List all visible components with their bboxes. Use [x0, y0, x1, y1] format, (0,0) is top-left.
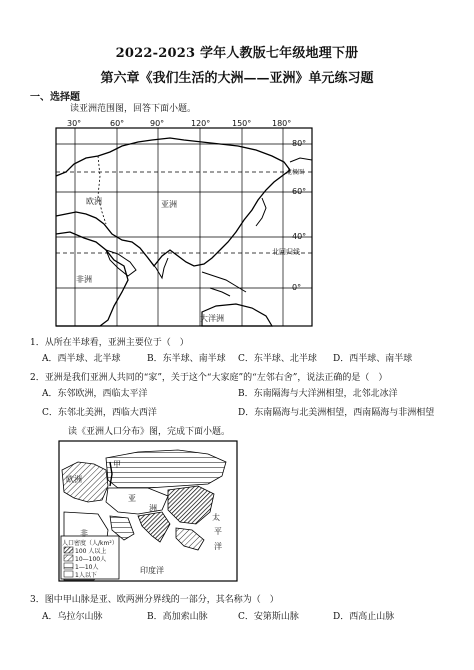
arctic-circle-label: 北极圈 — [286, 169, 305, 176]
label-tai: 太 — [212, 513, 220, 522]
north-asia-region — [106, 450, 226, 488]
legend-item-3: 1—10人 — [75, 564, 99, 571]
q3-stem: 3．图中甲山脉是亚、欧两洲分界线的一部分，其名称为（ ） — [30, 595, 279, 605]
q3-option-c[interactable]: C．安第斯山脉 — [238, 612, 299, 622]
lon-label-180: 180° — [272, 119, 292, 128]
map1-intro: 读亚洲范围图，回答下面小题。 — [70, 104, 197, 114]
legend-swatch-empty — [64, 571, 73, 577]
q3-option-a[interactable]: A．乌拉尔山脉 — [42, 612, 103, 622]
q2-option-c[interactable]: C．东邻北美洲，西临大西洋 — [42, 408, 157, 418]
label-yang: 洋 — [214, 542, 222, 551]
q1-option-d[interactable]: D．西半球、南半球 — [333, 354, 413, 364]
lon-label-150: 150° — [232, 119, 252, 128]
q2-stem: 2．亚洲是我们亚洲人共同的“家”，关于这个“大家庭”的“左邻右舍”，说法正确的是（ ） — [30, 373, 388, 383]
label-africa: 非洲 — [76, 275, 92, 284]
label-europe: 欧洲 — [86, 197, 102, 206]
q1-option-c[interactable]: C．东半球、北半球 — [238, 354, 317, 364]
label-asia-ya: 亚 — [128, 494, 136, 503]
map2-intro: 读《亚洲人口分布》图，完成下面小题。 — [68, 427, 231, 437]
legend-item-2: 10—100人 — [75, 556, 107, 563]
label-asia: 亚洲 — [161, 200, 177, 209]
lon-label-120: 120° — [191, 119, 211, 128]
lon-label-30: 30° — [67, 119, 82, 128]
label-europe-2: 欧洲 — [66, 475, 82, 484]
q1-stem: 1．从所在半球看，亚洲主要位于（ ） — [30, 338, 189, 348]
document-title: 2022-2023 学年人教版七年级地理下册 — [115, 46, 359, 61]
legend-title: 人口密度（人/km²） — [62, 540, 118, 547]
q2-option-b[interactable]: B．东南隔海与大洋洲相望，北邻北冰洋 — [238, 389, 398, 399]
q2-option-a[interactable]: A．东邻欧洲，西临太平洋 — [42, 389, 148, 399]
lat-label-0: 0° — [292, 283, 302, 292]
section-heading: 一、选择题 — [30, 92, 80, 103]
label-indian-ocean: 印度洋 — [140, 566, 164, 575]
asia-range-map — [52, 116, 318, 328]
q3-option-b[interactable]: B．高加索山脉 — [147, 612, 208, 622]
q3-option-d[interactable]: D．西高止山脉 — [333, 612, 395, 622]
legend-swatch-light — [64, 563, 73, 569]
legend-swatch-mid — [64, 555, 73, 561]
chapter-title: 第六章《我们生活的大洲——亚洲》单元练习题 — [100, 71, 374, 86]
q2-option-d[interactable]: D．东南隔海与北美洲相望，西南隔海与非洲相望 — [238, 408, 435, 418]
q1-option-b[interactable]: B．东半球、南半球 — [147, 354, 226, 364]
lon-label-60: 60° — [110, 119, 125, 128]
legend-swatch-dense — [64, 547, 73, 553]
legend-item-1: 100 人以上 — [75, 548, 107, 555]
lat-label-80: 80° — [292, 139, 307, 148]
label-ping: 平 — [214, 527, 222, 536]
lat-label-40: 40° — [292, 232, 307, 241]
q1-option-a[interactable]: A．西半球、北半球 — [42, 354, 121, 364]
label-asia-zhou: 洲 — [149, 504, 157, 513]
map1-frame — [56, 128, 312, 326]
central-asia-region — [106, 488, 168, 514]
lon-label-90: 90° — [150, 119, 165, 128]
legend-item-4: 1人以下 — [75, 572, 97, 579]
label-africa-2: 非 — [80, 529, 88, 538]
tropic-label: 北回归线 — [272, 248, 300, 256]
label-oceania: 大洋洲 — [200, 314, 224, 323]
label-jia: 甲 — [113, 460, 121, 469]
lat-label-60: 60° — [292, 187, 307, 196]
